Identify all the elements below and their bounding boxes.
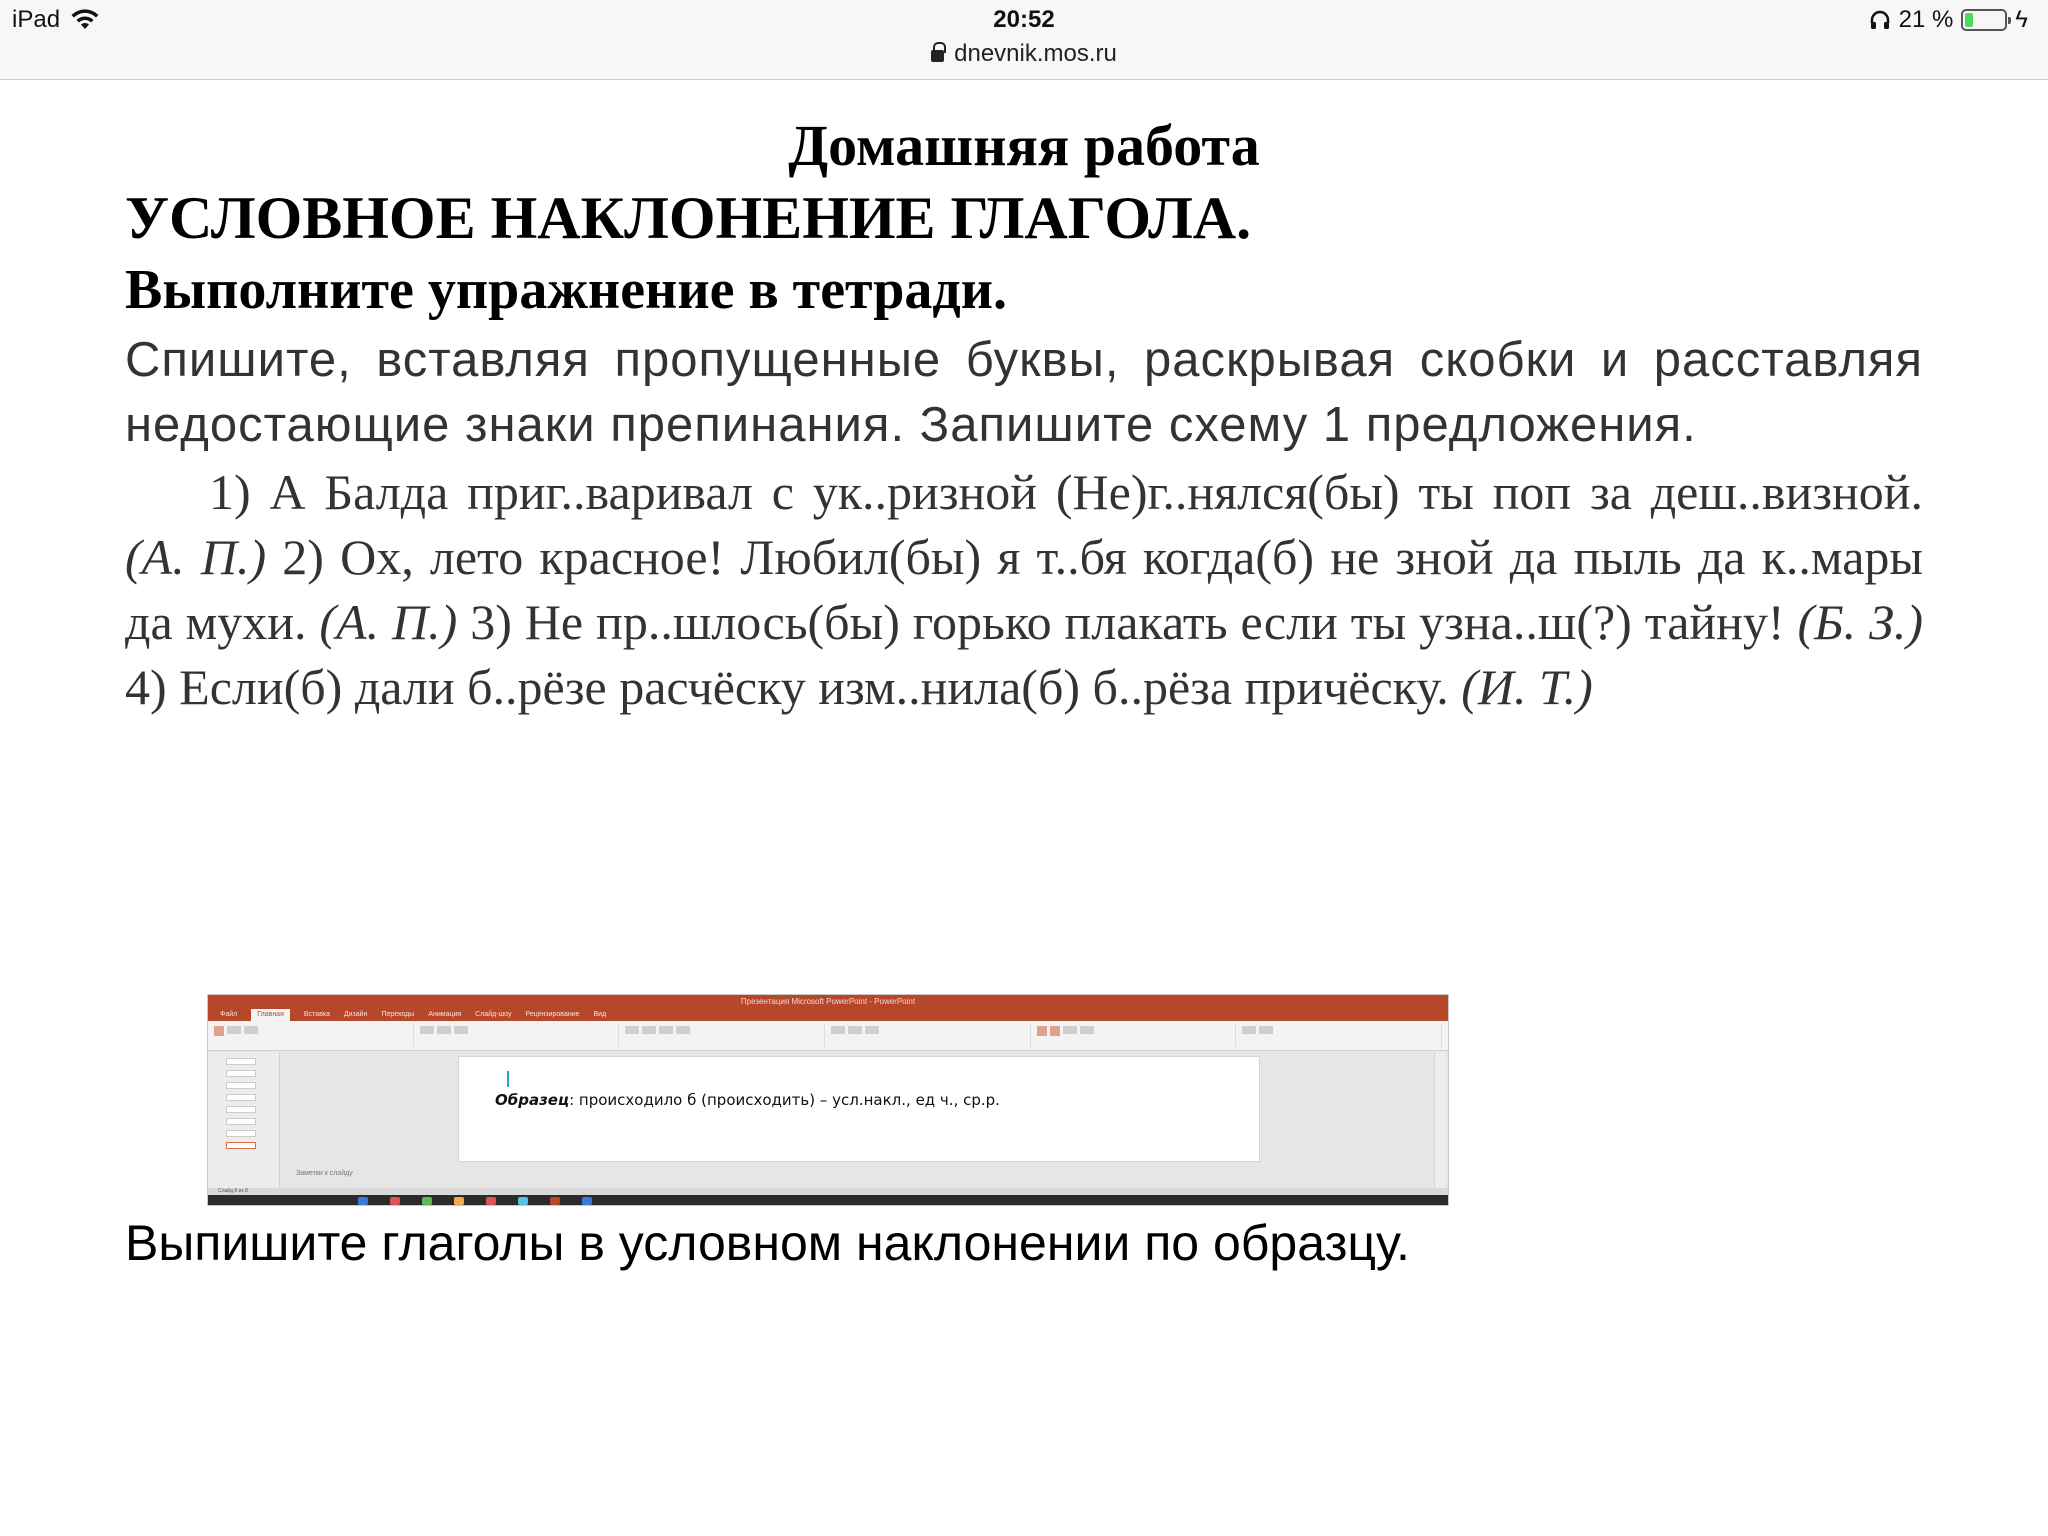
text-cursor (507, 1071, 509, 1087)
exercise-text (125, 460, 1923, 720)
taskbar-app-icon (358, 1197, 368, 1205)
ppt-statusbar: Слайд 8 из 8 (208, 1188, 1448, 1195)
author-2: (А. П.) (319, 594, 458, 650)
clock: 20:52 (993, 6, 1055, 33)
page-title: Домашняя работа (788, 113, 1260, 178)
topic-heading: УСЛОВНОЕ НАКЛОНЕНИЕ ГЛАГОЛА. (125, 185, 1252, 251)
taskbar-app-icon (486, 1197, 496, 1205)
footer-task-text: Выпишите глаголы в условном наклонении по образцу. (125, 1215, 1410, 1271)
ribbon-group (420, 1024, 620, 1047)
sample-body: : происходило б (происходить) – усл.накл., ед ч., ср.р. (569, 1091, 1000, 1109)
ppt-tab: Анимация (428, 1011, 462, 1018)
slide-thumbnail (226, 1094, 256, 1101)
slide-thumbnail (226, 1106, 256, 1113)
sentence-2: 2) Ох, лето красное! Любил(бы) я т..бя когда(б) не зной да пыль да к..мары да мухи. (125, 529, 1924, 650)
instruction-text: Спишите, вставляя пропущенные буквы, раскрывая скобки и расставляя недостающие знаки препинания. Запишите схему 1 предложения. (125, 333, 1923, 452)
slide-thumbnail (226, 1082, 256, 1089)
taskbar-app-icon (390, 1197, 400, 1205)
ppt-ribbon-tabs (208, 1009, 1448, 1021)
taskbar-app-icon (422, 1197, 432, 1205)
ribbon-group (1242, 1024, 1442, 1047)
lock-icon (931, 50, 944, 62)
taskbar-app-icon (582, 1197, 592, 1205)
sample-label: Образец (495, 1091, 570, 1109)
ppt-scrollbar (1434, 1052, 1446, 1188)
taskbar-app-icon (454, 1197, 464, 1205)
ppt-tab: Рецензирование (525, 1011, 580, 1018)
embedded-powerpoint-screenshot (207, 994, 1449, 1206)
slide-thumbnail (226, 1118, 256, 1125)
sentence-1: 1) А Балда приг..варивал с ук..ризной (Не)г..нялся(бы) ты поп за деш..визной. (209, 464, 1923, 520)
slide-thumbnail (226, 1130, 256, 1137)
ppt-slide-canvas (458, 1056, 1260, 1162)
sentence-3: 3) Не пр..шлось(бы) горько плакать если ты узна..ш(?) тайну! (470, 594, 1785, 650)
ppt-slide-thumbnails (208, 1052, 280, 1188)
taskbar-app-icon (550, 1197, 560, 1205)
sample-text (495, 1093, 1215, 1107)
slide-thumbnail (226, 1058, 256, 1065)
ppt-titlebar: Презентация Microsoft PowerPoint - PowerPoint (208, 995, 1448, 1009)
ribbon-group (214, 1024, 414, 1047)
sentence-4: 4) Если(б) дали б..рёзе расчёску изм..нила(б) б..рёза причёску. (125, 659, 1449, 715)
charging-icon: ϟ (2015, 6, 2028, 33)
battery-icon (1961, 9, 2007, 31)
author-3: (Б. З.) (1797, 594, 1924, 650)
device-label: iPad (12, 6, 61, 33)
slide-thumbnail (226, 1070, 256, 1077)
ppt-tab: Файл (220, 1011, 238, 1018)
battery-percent: 21 % (1898, 6, 1954, 33)
ppt-tab: Дизайн (343, 1011, 368, 1018)
ppt-tab: Слайд-шоу (475, 1011, 512, 1018)
ppt-tab-active: Главная (251, 1009, 290, 1021)
homework-document (125, 110, 1923, 720)
address-bar[interactable] (0, 40, 2048, 68)
windows-taskbar (208, 1195, 1448, 1206)
ios-status-bar (0, 0, 2048, 80)
ppt-tab: Вставка (303, 1011, 330, 1018)
ppt-workspace (208, 1052, 1448, 1188)
task-heading: Выполните упражнение в тетради. (125, 259, 1007, 321)
ppt-tab: Вид (593, 1011, 607, 1018)
status-right (1869, 6, 2028, 34)
ppt-ribbon (208, 1021, 1448, 1051)
url-text: dnevnik.mos.ru (954, 40, 1117, 67)
ribbon-group (1037, 1024, 1237, 1047)
taskbar-app-icon (518, 1197, 528, 1205)
ribbon-group (831, 1024, 1031, 1047)
headphones-icon (1869, 9, 1891, 31)
slide-thumbnail-active (226, 1142, 256, 1149)
ribbon-group (625, 1024, 825, 1047)
author-4: (И. Т.) (1461, 659, 1593, 715)
ppt-notes-label: Заметки к слайду (296, 1170, 353, 1177)
ppt-tab: Переходы (381, 1011, 415, 1018)
author-1: (А. П.) (125, 529, 267, 585)
